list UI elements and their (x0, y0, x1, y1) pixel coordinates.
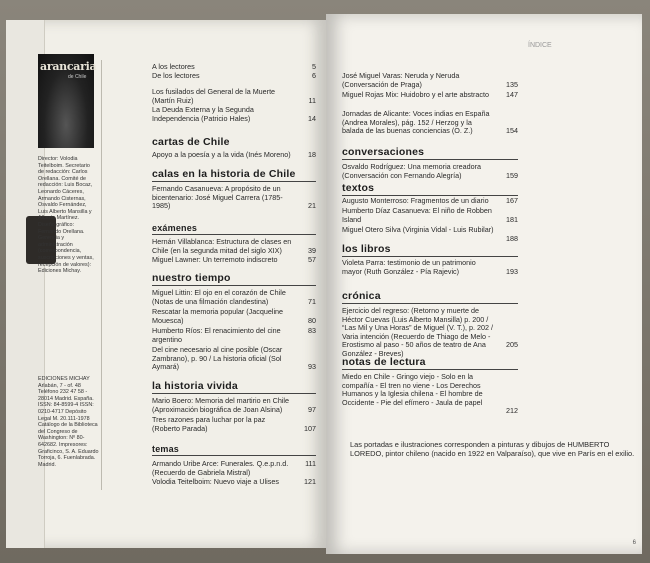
right-page (326, 14, 642, 554)
entry-page: 193 (506, 267, 518, 276)
credits-text: Director: Volodia Teitelboim. Secretario de redacción: Carlos Orellana. Comité de redacción: Luis Bocaz, Leonardo Cáceres, Armando Cisternas, Osvaldo Fernández, Luis Alberto Mansilla y Alberto Martínez. Diseño gráfico: Fernando Orellana. Gerencia y administración (correspondencia, suscripciones y ventas, recepción de valores): Ediciones Michay. (38, 156, 94, 275)
entry-page: 212 (506, 406, 518, 415)
section-rule (152, 181, 316, 182)
cover-thumbnail (38, 54, 97, 148)
entry-page: 167 (506, 196, 518, 205)
entry-text: Del cine necesario al cine posible (Oscar Zambrano), p. 90 / La historia oficial (Sol Aymará) (152, 345, 283, 372)
entry-page: 97 (308, 405, 316, 414)
section-heading: cartas de Chile (152, 136, 230, 148)
section-heading: conversaciones (342, 146, 425, 158)
entry-page: 154 (506, 126, 518, 135)
toc-entry (342, 307, 518, 359)
toc-entry (342, 163, 518, 180)
entry-text: Ejercicio del regreso: (Retorno y muerte de Héctor Cuevas (Luis Alberto Mansilla) p. 200 / “Las Mil y Una Horas” de Miguel (V. T.), p. 202 / Varia intención (Recuerdo de Thiago de Melo - Erostismo al paso - 50 años de teatro de Ana González - Breves) (342, 306, 493, 358)
imprint-text: EDICIONES MICHAY Arlabán, 7 - of. 48 Teléfono 232 47 58 - 28014 Madrid. España. ISSN: 84-8599-4 ISSN: 0210-4717 Depósito Legal M. 20.111-1978 Catálogo de la Biblioteca del Congreso de Washington: Nº 80-642682. Impresores: Graficinco, S. A. Eduardo Torroja, 6. Fuenlabrada. Madrid. (38, 376, 99, 468)
section-heading: notas de lectura (342, 356, 426, 368)
entry-page: 205 (506, 340, 518, 349)
cover-title: arancaria (40, 60, 97, 73)
entry-text: Fernando Casanueva: A propósito de un bicentenario: José Miguel Carrera (1785-1985) (152, 184, 283, 211)
section-heading: exámenes (152, 223, 198, 233)
entry-page: 147 (506, 90, 518, 99)
toc-entry (152, 238, 316, 255)
entry-text: Mario Boero: Memoria del martirio en Chile (Aproximación biográfica de Joan Alsina) (152, 396, 290, 414)
entry-text: Apoyo a la poesía y a la vida (Inés Moreno) (152, 150, 291, 159)
entry-text: Miguel Lawner: Un terremoto indiscreto (152, 255, 278, 264)
entry-text: Augusto Monterroso: Fragmentos de un diario (342, 196, 489, 205)
toc-entry (152, 151, 316, 160)
entry-text: De los lectores (152, 71, 200, 80)
section-rule (342, 159, 518, 160)
section-heading: temas (152, 444, 180, 454)
entry-page: 135 (506, 80, 518, 89)
entry-text: Osvaldo Rodríguez: Una memoria creadora (Conversación con Fernando Alegría) (342, 162, 482, 180)
entry-page: 6 (312, 71, 316, 80)
toc-entry (152, 106, 316, 123)
section-rule (152, 285, 316, 286)
toc-entry (152, 88, 316, 105)
entry-page: 181 (506, 215, 518, 224)
entry-page: 121 (304, 477, 316, 486)
entry-text: Miguel Rojas Mix: Huidobro y el arte abstracto (342, 90, 490, 99)
entry-text: La Deuda Externa y la Segunda Independencia (Patricio Hales) (152, 105, 254, 123)
toc-entry (342, 259, 518, 276)
toc-entry (152, 397, 316, 414)
section-heading: nuestro tiempo (152, 272, 231, 284)
entry-text: Violeta Parra: testimonio de un patrimonio mayor (Ruth González - Pía Rajevic) (342, 258, 476, 276)
entry-page: 93 (308, 362, 316, 371)
running-head: ÍNDICE (528, 42, 552, 49)
entry-text: Hernán Villablanca: Estructura de clases en Chile (en la segunda mitad del siglo XIX) (152, 237, 292, 255)
entry-text: Tres razones para luchar por la paz (Roberto Parada) (152, 415, 266, 433)
entry-page: 159 (506, 171, 518, 180)
entry-page: 5 (312, 62, 316, 71)
cover-subtitle: de Chile (68, 74, 87, 80)
entry-page: 107 (304, 424, 316, 433)
toc-entry (152, 460, 316, 477)
entry-page: 57 (308, 255, 316, 264)
toc-entry (152, 346, 316, 372)
toc-entry (342, 372, 518, 415)
section-rule (152, 393, 316, 394)
section-rule (342, 369, 518, 370)
entry-text: Rescatar la memoria popular (Jacqueline Mouesca) (152, 307, 284, 325)
column-divider (101, 60, 102, 490)
toc-entry (152, 72, 316, 81)
entry-page: 80 (308, 316, 316, 325)
entry-text: Jornadas de Alicante: Voces indias en España (Andrea Morales), pág. 152 / Herzog y la balada de las buenas conciencias (O. Z.) (342, 109, 490, 136)
entry-page: 11 (308, 96, 316, 105)
section-rule (342, 256, 518, 257)
section-heading: calas en la historia de Chile (152, 168, 296, 180)
section-heading: textos (342, 182, 375, 194)
section-rule (152, 234, 316, 235)
toc-entry (152, 308, 316, 325)
toc-entry (342, 225, 518, 243)
toc-entry (152, 256, 316, 265)
toc-entry (342, 72, 518, 89)
section-heading: crónica (342, 290, 381, 302)
entry-page: 39 (308, 246, 316, 255)
left-page (6, 20, 326, 548)
entry-text: Humberto Ríos: El renacimiento del cine argentino (152, 326, 281, 344)
entry-text: Los fusilados del General de la Muerte (Martín Ruiz) (152, 87, 276, 105)
section-heading: la historia vivida (152, 380, 238, 392)
entry-text: Volodia Teitelboim: Nuevo viaje a Ulises (152, 477, 279, 486)
page-mark: 6 (632, 540, 636, 546)
entry-text: Armando Uribe Arce: Funerales. Q.e.p.n.d. (Recuerdo de Gabriela Mistral) (152, 459, 289, 477)
section-heading: los libros (342, 243, 391, 255)
entry-page: 83 (308, 326, 316, 335)
section-rule (152, 455, 316, 456)
entry-page: 18 (308, 150, 316, 159)
entry-page: 188 (506, 234, 518, 243)
entry-text: Humberto Díaz Casanueva: El niño de Robben Island (342, 206, 492, 224)
illustration-note: Las portadas e ilustraciones corresponden a pinturas y dibujos de HUMBERTO LOREDO, pintor chileno (nacido en 1922 en Valparaíso), que vive en París en el exilio. (350, 440, 635, 459)
toc-entry (152, 289, 316, 306)
toc-entry (342, 197, 518, 206)
entry-text: Miedo en Chile - Gringo viejo - Solo en la compañía - El tren no viene - Los Derechos Humanos y la Iglesia chilena - El hombre de Occidente - Pie del efímero - Jaula de papel (342, 372, 483, 407)
entry-text: Miguel Otero Silva (Virginia Vidal - Luis Rubilar) (342, 225, 494, 234)
section-rule (342, 303, 518, 304)
entry-text: A los lectores (152, 62, 195, 71)
entry-page: 14 (308, 114, 316, 123)
toc-entry (152, 416, 316, 433)
entry-page: 71 (308, 297, 316, 306)
entry-text: José Miguel Varas: Neruda y Neruda (Conversación de Praga) (342, 71, 460, 89)
toc-entry (152, 327, 316, 344)
toc-entry (152, 185, 316, 211)
entry-page: 21 (308, 201, 316, 210)
toc-entry (342, 110, 518, 136)
entry-page: 111 (305, 459, 316, 468)
toc-entry (152, 478, 316, 487)
toc-entry (342, 207, 518, 224)
toc-entry (342, 91, 518, 100)
entry-text: Miguel Littin: El ojo en el corazón de Chile (Notas de una filmación clandestina) (152, 288, 286, 306)
